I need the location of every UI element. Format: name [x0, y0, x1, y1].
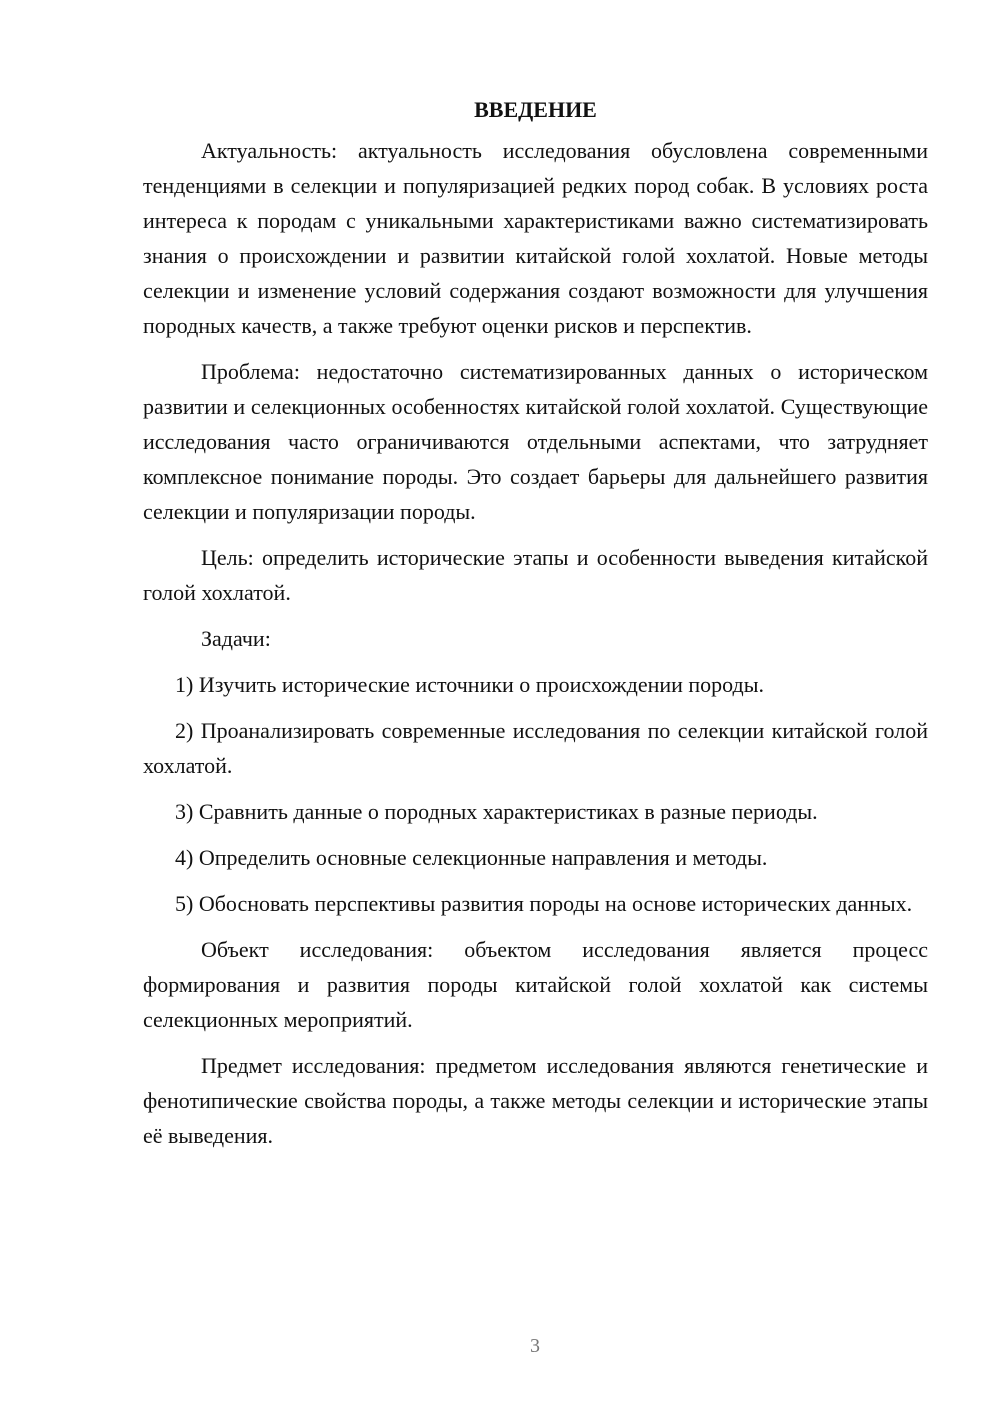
- relevance-paragraph: Актуальность: актуальность исследования обусловлена современными тенденциями в селекции и популяризацией редких пород собак. В условиях роста интереса к породам с уникальными характеристиками важно систематизировать знания о происхождении и развитии китайской голой хохлатой. Новые методы селекции и изменение условий содержания создают возможности для улучшения породных качеств, а также требуют оценки рисков и перспектив.: [143, 138, 928, 338]
- tasks-heading: Задачи:: [201, 626, 271, 651]
- task-item-3: 3) Сравнить данные о породных характеристиках в разные периоды.: [175, 799, 818, 824]
- problem-paragraph: Проблема: недостаточно систематизированных данных о историческом развитии и селекционных особенностях китайской голой хохлатой. Существующие исследования часто ограничиваются отдельными аспектами, что затрудняет комплексное понимание породы. Это создает барьеры для дальнейшего развития селекции и популяризации породы.: [143, 359, 928, 524]
- task-item-2: 2) Проанализировать современные исследования по селекции китайской голой хохлатой.: [143, 718, 928, 778]
- document-page: [143, 92, 928, 1164]
- subject-paragraph: Предмет исследования: предметом исследования являются генетические и фенотипические свойства породы, а также методы селекции и исторические этапы её выведения.: [143, 1053, 928, 1148]
- task-item-1: 1) Изучить исторические источники о происхождении породы.: [175, 672, 765, 697]
- task-item-4: 4) Определить основные селекционные направления и методы.: [175, 845, 768, 870]
- object-paragraph: Объект исследования: объектом исследования является процесс формирования и развития породы китайской голой хохлатой как системы селекционных мероприятий.: [143, 937, 928, 1032]
- page-number: 3: [530, 1335, 540, 1357]
- section-title: ВВЕДЕНИЕ: [474, 97, 597, 122]
- task-item-5: 5) Обосновать перспективы развития породы на основе исторических данных.: [175, 891, 913, 916]
- goal-paragraph: Цель: определить исторические этапы и особенности выведения китайской голой хохлатой.: [143, 545, 928, 605]
